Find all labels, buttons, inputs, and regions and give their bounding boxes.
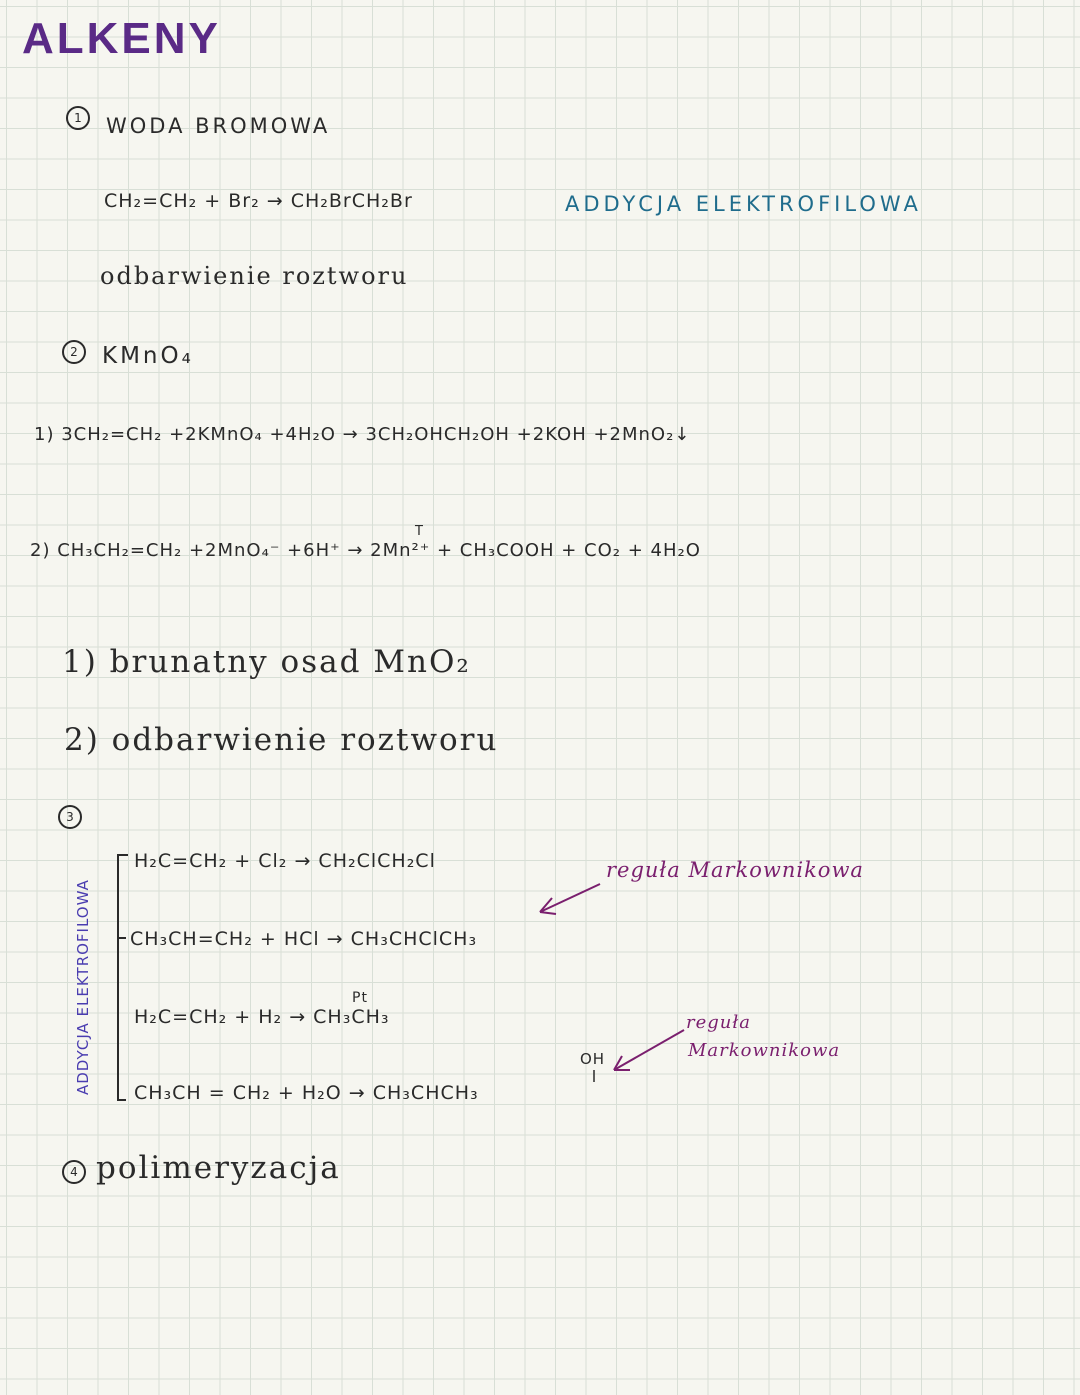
bromine-reaction-equation: CH₂=CH₂ + Br₂ → CH₂BrCH₂Br <box>104 190 413 212</box>
section-3-number: 3 <box>58 805 82 829</box>
hydration-reaction: CH₃CH = CH₂ + H₂O → CH₃CHCH₃ <box>134 1082 479 1104</box>
reaction-type-label: ADDYCJA ELEKTROFILOWA <box>565 192 922 216</box>
catalyst-label: Pt <box>352 990 368 1006</box>
section-1-number: 1 <box>66 106 90 130</box>
section-4-heading: polimeryzacja <box>96 1150 341 1186</box>
section-2-observation-1: 1) brunatny osad MnO₂ <box>62 644 471 680</box>
chlorine-addition-reaction: H₂C=CH₂ + Cl₂ → CH₂ClCH₂Cl <box>134 850 436 872</box>
section-2-observation-2: 2) odbarwienie roztworu <box>64 722 499 758</box>
markovnikov-rule-note-1: reguła Markownikowa <box>606 858 864 882</box>
section-2-number: 2 <box>62 340 86 364</box>
permanganate-equation-1: 1) 3CH₂=CH₂ +2KMnO₄ +4H₂O → 3CH₂OHCH₂OH +2KOH +2MnO₂↓ <box>34 424 691 445</box>
markovnikov-rule-note-2-line-1: reguła <box>686 1012 751 1033</box>
hydroxyl-label: OH <box>580 1050 606 1068</box>
page-title: ALKENY <box>22 14 221 63</box>
hydrogenation-reaction: H₂C=CH₂ + H₂ → CH₃CH₃ <box>134 1006 390 1028</box>
section-1-observation: odbarwienie roztworu <box>100 262 409 290</box>
permanganate-equation-2: 2) CH₃CH₂=CH₂ +2MnO₄⁻ +6H⁺ → 2Mn²⁺ + CH₃COOH + CO₂ + 4H₂O <box>30 540 701 561</box>
section-4-number: 4 <box>62 1160 86 1184</box>
temperature-label: T <box>415 524 424 539</box>
hcl-addition-reaction: CH₃CH=CH₂ + HCl → CH₃CHClCH₃ <box>130 928 478 950</box>
addition-side-label: ADDYCJA ELEKTROFILOWA <box>74 879 92 1095</box>
section-2-heading: KMnO₄ <box>102 343 194 369</box>
section-1-heading: WODA BROMOWA <box>106 114 331 138</box>
markovnikov-rule-note-2-line-2: Markownikowa <box>688 1040 841 1061</box>
